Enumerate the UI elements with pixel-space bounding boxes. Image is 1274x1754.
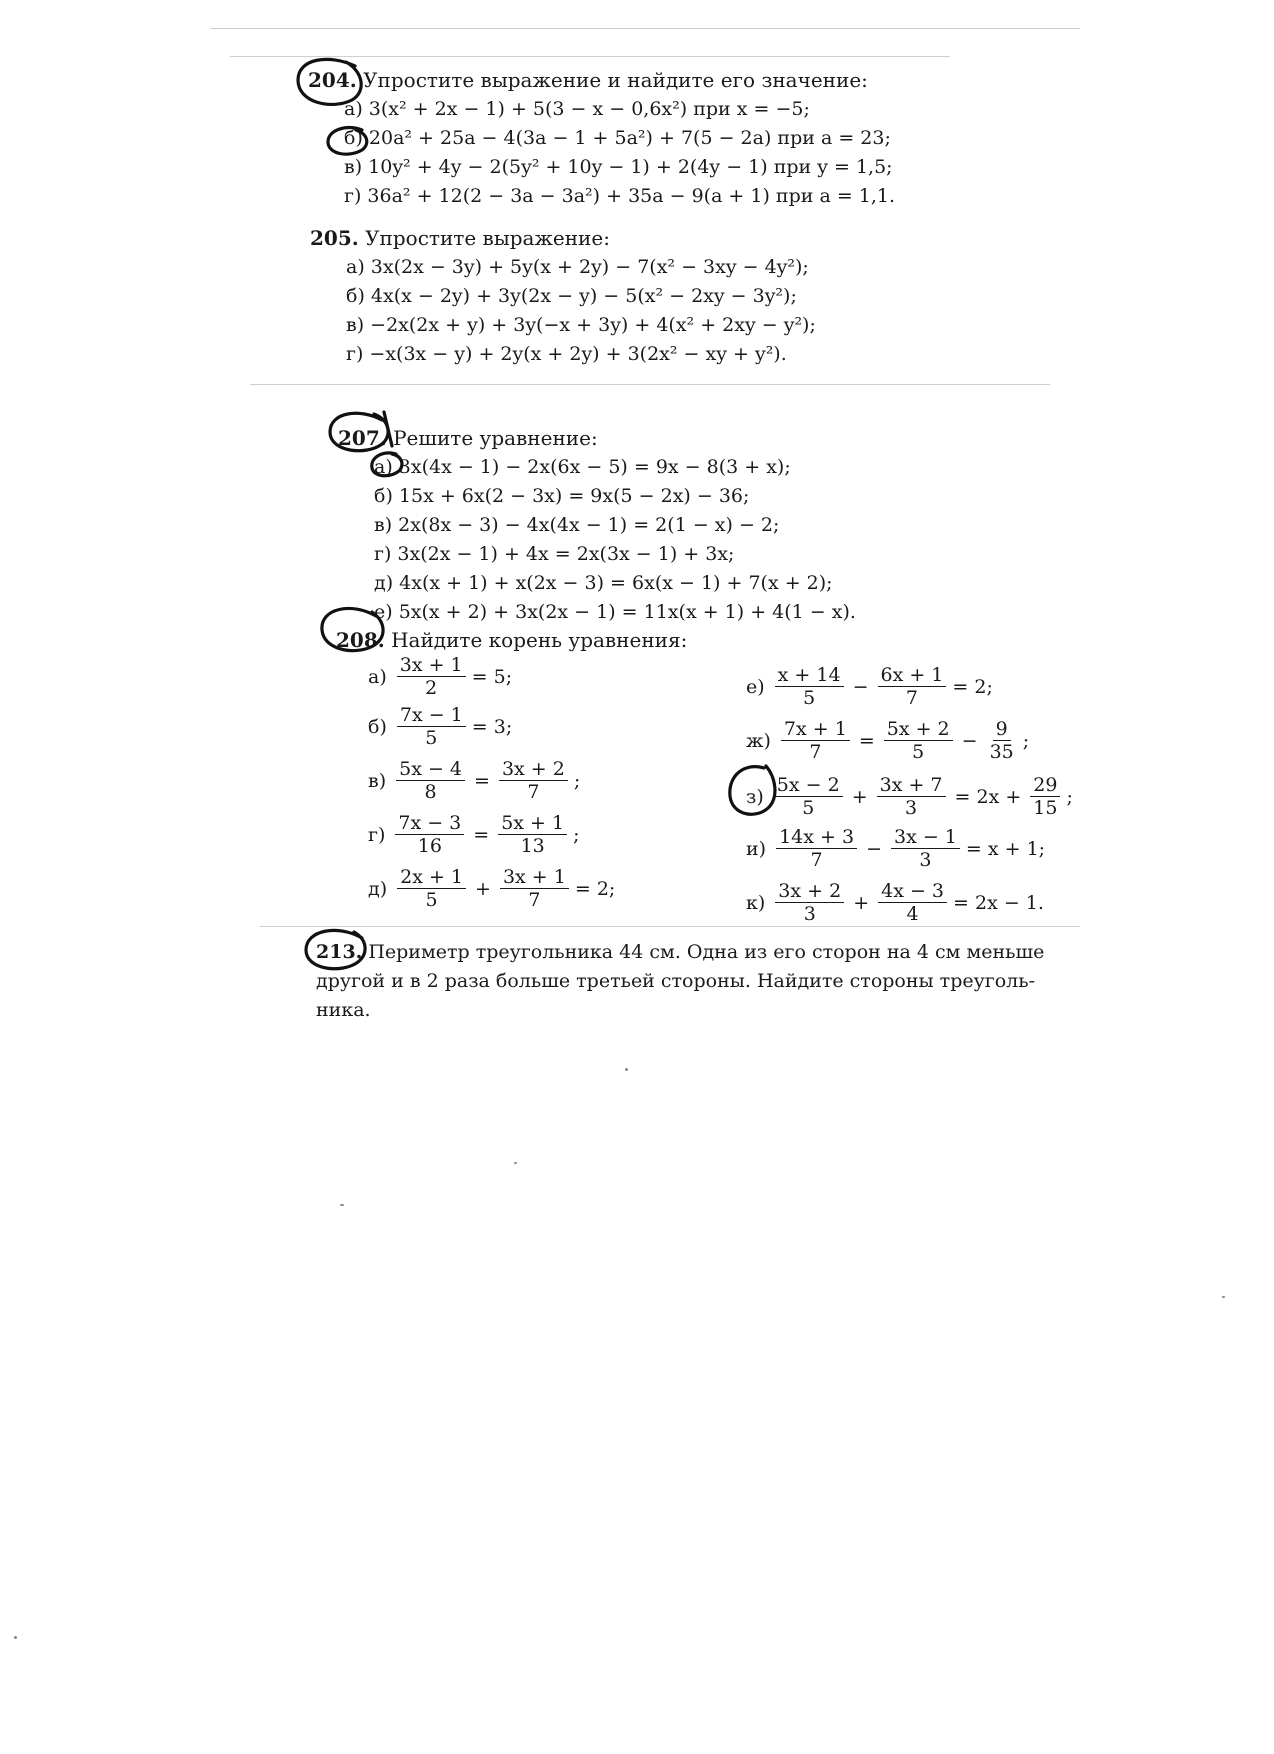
eq-208-v-num1: 5x − 4: [396, 758, 465, 781]
problem-204-title: Упростите выражение и найдите его значение:: [363, 68, 868, 92]
eq-208-v-frac1: [396, 758, 465, 803]
eq-208-a: [368, 654, 512, 699]
eq-208-d-rhs: = 2;: [574, 877, 616, 900]
problem-205-number: 205.: [310, 226, 359, 250]
problem-205-item-v: в) −2x(2x + y) + 3y(−x + 3y) + 4(x² + 2xy − y²);: [346, 314, 816, 336]
problem-207-item-g: г) 3x(2x − 1) + 4x = 2x(3x − 1) + 3x;: [374, 543, 735, 565]
eq-208-z: [746, 774, 1073, 819]
eq-208-i-den1: 7: [810, 849, 823, 871]
top-border-rule: [210, 28, 1080, 29]
eq-208-e: [746, 664, 993, 709]
eq-208-b-label: б): [368, 715, 387, 738]
eq-208-v-frac2: [499, 758, 568, 803]
eq-208-v-num2: 3x + 2: [499, 758, 568, 781]
eq-208-g-eq: =: [473, 823, 490, 846]
eq-208-zh: [746, 718, 1029, 763]
scan-speck: [340, 1204, 344, 1206]
eq-208-zh-den3: 35: [989, 741, 1014, 763]
problem-213-text-2: другой и в 2 раза больше третьей стороны. Найдите стороны треуголь-: [316, 970, 1036, 992]
eq-208-i-rhs: = x + 1;: [965, 837, 1046, 860]
top-rule: [230, 56, 950, 57]
scan-speck: [625, 1068, 628, 1071]
eq-208-b-num: 7x − 1: [397, 704, 466, 727]
eq-208-zh-num3: 9: [993, 718, 1011, 741]
problem-204-number: 204.: [308, 68, 357, 92]
problem-213: [316, 938, 1044, 1025]
problem-213-text-1: Периметр треугольника 44 см. Одна из его сторон на 4 см меньше: [368, 941, 1045, 963]
eq-208-zh-end: ;: [1022, 729, 1030, 752]
lower-rule: [260, 926, 1080, 927]
eq-208-e-num1: x + 14: [775, 664, 844, 687]
eq-208-z-op: +: [851, 785, 868, 808]
problem-205-item-g: г) −x(3x − y) + 2y(x + 2y) + 3(2x² − xy + y²).: [346, 343, 787, 365]
problem-205: [310, 224, 816, 369]
eq-208-i-frac2: [891, 826, 960, 871]
eq-208-d-frac1: [397, 866, 466, 911]
eq-208-v-den1: 8: [424, 781, 437, 803]
eq-208-k-den1: 3: [803, 903, 816, 925]
problem-205-header: [310, 224, 816, 253]
eq-208-e-den2: 7: [905, 687, 918, 709]
eq-208-zh-eq: =: [858, 729, 875, 752]
eq-208-b-den: 5: [425, 727, 438, 749]
eq-208-b-frac: [397, 704, 466, 749]
eq-208-e-den1: 5: [803, 687, 816, 709]
eq-208-d-num2: 3x + 1: [500, 866, 569, 889]
eq-208-i-num2: 3x − 1: [891, 826, 960, 849]
problem-213-line-1: [316, 938, 1044, 967]
eq-208-zh-frac1: [781, 718, 850, 763]
eq-208-v: [368, 758, 580, 803]
eq-208-z-end: ;: [1066, 785, 1073, 808]
eq-208-a-rhs: = 5;: [471, 665, 513, 688]
eq-208-e-op: −: [852, 675, 869, 698]
eq-208-e-num2: 6x + 1: [878, 664, 947, 687]
eq-208-e-label: е): [746, 675, 765, 698]
eq-208-g-num1: 7x − 3: [395, 812, 464, 835]
scan-speck: [514, 1162, 517, 1164]
eq-208-z-frac2: [877, 774, 946, 819]
eq-208-z-eq: = 2x +: [954, 785, 1022, 808]
eq-208-g-end: ;: [573, 823, 580, 846]
problem-208-number: 208.: [336, 628, 385, 652]
problem-204-item-b: б) 20a² + 25a − 4(3a − 1 + 5a²) + 7(5 − 2a) при a = 23;: [344, 127, 891, 149]
eq-208-g: [368, 812, 580, 857]
problem-204: [308, 66, 895, 211]
eq-208-k-frac1: [775, 880, 844, 925]
problem-205-item-b: б) 4x(x − 2y) + 3y(2x − y) − 5(x² − 2xy − 3y²);: [346, 285, 797, 307]
eq-208-i-num1: 14x + 3: [776, 826, 857, 849]
eq-208-z-den1: 5: [802, 797, 815, 819]
eq-208-i-den2: 3: [919, 849, 932, 871]
eq-208-k-label: к): [746, 891, 766, 914]
problem-208-title: Найдите корень уравнения:: [391, 628, 688, 652]
problem-204-item-g: г) 36a² + 12(2 − 3a − 3a²) + 35a − 9(a + 1) при a = 1,1.: [344, 185, 896, 207]
eq-208-zh-den2: 5: [912, 741, 925, 763]
eq-208-k-rhs: = 2x − 1.: [953, 891, 1044, 914]
eq-208-d-num1: 2x + 1: [397, 866, 466, 889]
eq-208-g-frac2: [498, 812, 567, 857]
eq-208-zh-num2: 5x + 2: [884, 718, 953, 741]
scan-speck: [14, 1636, 17, 1639]
middle-rule: [250, 384, 1050, 385]
eq-208-zh-op: −: [961, 729, 978, 752]
eq-208-zh-den1: 7: [809, 741, 822, 763]
eq-208-z-den3: 15: [1033, 797, 1058, 819]
eq-208-e-rhs: = 2;: [952, 675, 993, 698]
problem-205-item-a: а) 3x(2x − 3y) + 5y(x + 2y) − 7(x² − 3xy − 4y²);: [346, 256, 809, 278]
eq-208-zh-label: ж): [746, 729, 771, 752]
eq-208-z-label: з): [746, 785, 764, 808]
eq-208-v-den2: 7: [527, 781, 540, 803]
eq-208-g-label: г): [368, 823, 386, 846]
eq-208-z-den2: 3: [905, 797, 918, 819]
eq-208-z-frac1: [774, 774, 843, 819]
eq-208-b-rhs: = 3;: [471, 715, 513, 738]
eq-208-v-eq: =: [474, 769, 490, 792]
problem-207-title: Решите уравнение:: [393, 426, 598, 450]
eq-208-a-den: 2: [425, 677, 438, 699]
eq-208-zh-frac2: [884, 718, 953, 763]
eq-208-z-num2: 3x + 7: [877, 774, 946, 797]
eq-208-d: [368, 866, 615, 911]
eq-208-d-op: +: [475, 877, 491, 900]
eq-208-z-num3: 29: [1030, 774, 1060, 797]
eq-208-zh-frac3: [987, 718, 1017, 763]
problem-204-header: [308, 66, 895, 95]
eq-208-k: [746, 880, 1044, 925]
eq-208-a-num: 3x + 1: [397, 654, 466, 677]
scan-speck: [1222, 1296, 1225, 1298]
eq-208-z-num1: 5x − 2: [774, 774, 843, 797]
problem-207: [338, 424, 856, 627]
eq-208-k-frac2: [878, 880, 947, 925]
eq-208-v-label: в): [368, 769, 387, 792]
eq-208-g-frac1: [395, 812, 464, 857]
eq-208-i-frac1: [776, 826, 857, 871]
problem-204-item-a: а) 3(x² + 2x − 1) + 5(3 − x − 0,6x²) при x = −5;: [344, 98, 810, 120]
problem-207-item-b: б) 15x + 6x(2 − 3x) = 9x(5 − 2x) − 36;: [374, 485, 750, 507]
eq-208-i-op: −: [866, 837, 882, 860]
problem-207-number: 207.: [338, 426, 387, 450]
eq-208-zh-num1: 7x + 1: [781, 718, 850, 741]
eq-208-g-den2: 13: [520, 835, 545, 857]
eq-208-v-end: ;: [573, 769, 581, 792]
eq-208-e-frac1: [775, 664, 844, 709]
eq-208-k-op: +: [853, 891, 870, 914]
eq-208-d-den2: 7: [528, 889, 541, 911]
eq-208-k-den2: 4: [906, 903, 919, 925]
problem-204-item-v: в) 10y² + 4y − 2(5y² + 10y − 1) + 2(4y − 1) при y = 1,5;: [344, 156, 893, 178]
eq-208-z-frac3: [1030, 774, 1060, 819]
eq-208-g-num2: 5x + 1: [498, 812, 567, 835]
problem-207-item-d: д) 4x(x + 1) + x(2x − 3) = 6x(x − 1) + 7(x + 2);: [374, 572, 833, 594]
problem-207-item-e: е) 5x(x + 2) + 3x(2x − 1) = 11x(x + 1) + 4(1 − x).: [374, 601, 856, 623]
eq-208-b: [368, 704, 512, 749]
eq-208-i-label: и): [746, 837, 767, 860]
eq-208-d-den1: 5: [425, 889, 438, 911]
eq-208-a-frac: [397, 654, 466, 699]
eq-208-a-label: а): [368, 665, 387, 688]
eq-208-d-frac2: [500, 866, 569, 911]
problem-205-title: Упростите выражение:: [365, 226, 610, 250]
problem-213-number: 213.: [316, 941, 363, 963]
problem-208-header: [336, 626, 687, 655]
problem-207-item-v: в) 2x(8x − 3) − 4x(4x − 1) = 2(1 − x) − 2;: [374, 514, 780, 536]
problem-207-header: [338, 424, 856, 453]
eq-208-k-num2: 4x − 3: [878, 880, 947, 903]
eq-208-g-den1: 16: [417, 835, 442, 857]
eq-208-d-label: д): [368, 877, 388, 900]
problem-207-item-a: а) 3x(4x − 1) − 2x(6x − 5) = 9x − 8(3 + x);: [374, 456, 791, 478]
problem-213-text-3: ника.: [316, 999, 371, 1021]
eq-208-i: [746, 826, 1045, 871]
eq-208-k-num1: 3x + 2: [775, 880, 844, 903]
eq-208-e-frac2: [878, 664, 947, 709]
